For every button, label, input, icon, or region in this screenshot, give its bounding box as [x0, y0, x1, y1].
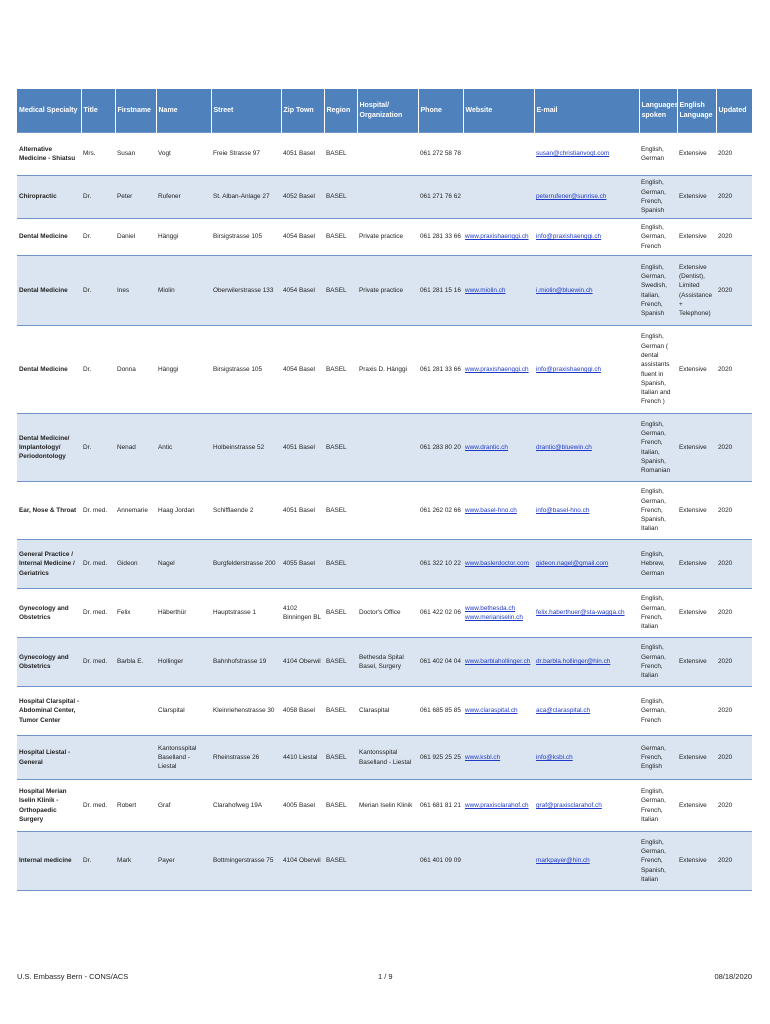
website-link[interactable]: www.drantic.ch: [465, 443, 508, 451]
cell-title: Dr.: [81, 219, 115, 256]
cell-region: BASEL: [324, 256, 357, 326]
website-link[interactable]: www.basel-hno.ch: [465, 506, 517, 514]
cell-languages: English, Hebrew, German: [639, 540, 677, 589]
cell-firstname: Daniel: [115, 219, 156, 256]
cell-email: [534, 482, 639, 540]
page-number: 1 / 9: [378, 972, 393, 981]
cell-medical-specialty: Gynecology and Obstetrics: [17, 589, 81, 638]
cell-region: BASEL: [324, 133, 357, 176]
email-link[interactable]: markpayer@hin.ch: [536, 857, 590, 865]
cell-updated: 2020: [716, 414, 752, 482]
cell-title: Dr. med.: [81, 540, 115, 589]
cell-street: Burgfelderstrasse 200: [211, 540, 281, 589]
col-header-english-level: English Language: [677, 89, 716, 133]
cell-email: [534, 638, 639, 687]
cell-phone: 061 401 09 09: [418, 832, 463, 891]
doctor-list-table: [17, 89, 753, 891]
cell-updated: 2020: [716, 133, 752, 176]
email-link[interactable]: info@praxishaenggi.ch: [536, 365, 602, 373]
website-link[interactable]: www.baslerdoctor.com: [465, 560, 529, 568]
footer-left: U.S. Embassy Bern - CONS/ACS: [17, 972, 129, 981]
table-row: [17, 256, 752, 326]
cell-street: Birsigstrasse 105: [211, 326, 281, 414]
email-link[interactable]: felix.haberthuer@sta-wagga.ch: [536, 609, 625, 617]
email-link[interactable]: i.miolin@bluewin.ch: [536, 286, 593, 294]
cell-title: Dr.: [81, 326, 115, 414]
col-header-firstname: Firstname: [115, 89, 156, 133]
cell-email: [534, 219, 639, 256]
table-row: [17, 219, 752, 256]
cell-region: BASEL: [324, 176, 357, 219]
cell-firstname: Susan: [115, 133, 156, 176]
cell-updated: 2020: [716, 589, 752, 638]
cell-zip-town: 4051 Basel: [281, 482, 324, 540]
cell-name: Haag Jordan: [156, 482, 211, 540]
table-row: [17, 832, 752, 891]
website-link[interactable]: www.praxishaenggi.ch: [465, 365, 529, 373]
cell-website: [463, 832, 534, 891]
cell-updated: 2020: [716, 176, 752, 219]
table-row: [17, 482, 752, 540]
cell-medical-specialty: Hospital Liestal - General: [17, 736, 81, 780]
cell-organization: Bethesda Spital Basel, Surgery: [357, 638, 418, 687]
website-link[interactable]: www.bethesda.ch: [465, 604, 516, 612]
cell-firstname: Gideon: [115, 540, 156, 589]
col-header-languages: Languages spoken: [639, 89, 677, 133]
cell-name: Clarspital: [156, 687, 211, 736]
cell-street: Bottmingerstrasse 75: [211, 832, 281, 891]
cell-phone: 061 281 33 66: [418, 326, 463, 414]
cell-region: BASEL: [324, 638, 357, 687]
cell-medical-specialty: Dental Medicine/ Implantology/ Periodontology: [17, 414, 81, 482]
cell-region: BASEL: [324, 414, 357, 482]
cell-medical-specialty: Dental Medicine: [17, 326, 81, 414]
cell-email: [534, 326, 639, 414]
cell-firstname: Donna: [115, 326, 156, 414]
cell-title: Dr. med.: [81, 589, 115, 638]
email-link[interactable]: aca@claraspital.ch: [536, 707, 591, 715]
cell-medical-specialty: Hospital Merian Iselin Klinik - Orthopaedic Surgery: [17, 780, 81, 832]
cell-zip-town: 4051 Basel: [281, 414, 324, 482]
cell-zip-town: 4005 Basel: [281, 780, 324, 832]
cell-languages: English, German ( dental assistants fluent in Spanish, Italian and French ): [639, 326, 677, 414]
col-header-zip-town: Zip Town: [281, 89, 324, 133]
email-link[interactable]: susan@christianvogt.com: [536, 150, 610, 158]
cell-street: Hauptstrasse 1: [211, 589, 281, 638]
cell-languages: German, French, English: [639, 736, 677, 780]
cell-name: Nagel: [156, 540, 211, 589]
cell-languages: English, German, French: [639, 219, 677, 256]
cell-phone: 061 281 33 66: [418, 219, 463, 256]
cell-updated: 2020: [716, 219, 752, 256]
cell-name: Payer: [156, 832, 211, 891]
cell-title: Dr. med.: [81, 780, 115, 832]
col-header-medical-specialty: Medical Specialty: [17, 89, 81, 133]
cell-firstname: Robert: [115, 780, 156, 832]
cell-medical-specialty: Alternative Medicine - Shiatsu: [17, 133, 81, 176]
cell-website: [463, 589, 534, 638]
table-row: [17, 589, 752, 638]
cell-name: Häberthür: [156, 589, 211, 638]
cell-title: Dr.: [81, 256, 115, 326]
cell-website: [463, 176, 534, 219]
cell-region: BASEL: [324, 687, 357, 736]
cell-title: [81, 736, 115, 780]
cell-name: Antic: [156, 414, 211, 482]
cell-name: Graf: [156, 780, 211, 832]
cell-phone: 061 272 58 78: [418, 133, 463, 176]
cell-languages: English, German, French, Italian: [639, 638, 677, 687]
cell-medical-specialty: Gynecology and Obstetrics: [17, 638, 81, 687]
col-header-website: Website: [463, 89, 534, 133]
cell-email: [534, 687, 639, 736]
cell-email: [534, 540, 639, 589]
cell-english-level: Extensive: [677, 780, 716, 832]
cell-street: Clarahofweg 19A: [211, 780, 281, 832]
cell-name: Hänggi: [156, 219, 211, 256]
cell-title: Dr.: [81, 176, 115, 219]
cell-english-level: Extensive: [677, 176, 716, 219]
cell-zip-town: 4051 Basel: [281, 133, 324, 176]
website-link[interactable]: www.praxishaenggi.ch: [465, 233, 529, 241]
cell-title: Dr. med.: [81, 482, 115, 540]
cell-title: Dr.: [81, 414, 115, 482]
cell-website: [463, 638, 534, 687]
cell-english-level: Extensive (Dentist), Limited (Assistance + Telephone): [677, 256, 716, 326]
cell-zip-town: 4052 Basel: [281, 176, 324, 219]
col-header-phone: Phone: [418, 89, 463, 133]
cell-phone: 061 283 80 20: [418, 414, 463, 482]
cell-updated: 2020: [716, 832, 752, 891]
cell-region: BASEL: [324, 540, 357, 589]
cell-phone: 061 685 85 85: [418, 687, 463, 736]
cell-phone: 061 681 81 21: [418, 780, 463, 832]
cell-english-level: [677, 687, 716, 736]
cell-website: [463, 219, 534, 256]
col-header-email: E-mail: [534, 89, 639, 133]
table-row: [17, 638, 752, 687]
cell-organization: Merian Iselin Klinik: [357, 780, 418, 832]
col-header-title: Title: [81, 89, 115, 133]
cell-english-level: Extensive: [677, 133, 716, 176]
table-header-row: [17, 89, 752, 133]
cell-firstname: Mark: [115, 832, 156, 891]
cell-title: [81, 687, 115, 736]
cell-organization: [357, 540, 418, 589]
table-row: [17, 540, 752, 589]
cell-website: [463, 540, 534, 589]
cell-region: BASEL: [324, 482, 357, 540]
cell-street: Rheinstrasse 26: [211, 736, 281, 780]
cell-email: [534, 736, 639, 780]
cell-street: Holbeinstrasse 52: [211, 414, 281, 482]
cell-title: Dr. med.: [81, 638, 115, 687]
cell-website: [463, 736, 534, 780]
cell-english-level: Extensive: [677, 326, 716, 414]
cell-english-level: Extensive: [677, 589, 716, 638]
table-row: [17, 326, 752, 414]
cell-website: [463, 326, 534, 414]
cell-organization: Kantonsspital Baselland - Liestal: [357, 736, 418, 780]
cell-name: Vogt: [156, 133, 211, 176]
cell-email: [534, 133, 639, 176]
email-link[interactable]: gideon.nagel@gmail.com: [536, 560, 609, 568]
cell-website: [463, 780, 534, 832]
cell-zip-town: 4410 Liestal: [281, 736, 324, 780]
cell-email: [534, 256, 639, 326]
cell-zip-town: 4102 Binningen BL: [281, 589, 324, 638]
cell-name: Hollinger: [156, 638, 211, 687]
footer-date: 08/18/2020: [714, 972, 752, 981]
cell-medical-specialty: Ear, Nose & Throat: [17, 482, 81, 540]
table-row: [17, 414, 752, 482]
cell-languages: English, German, French: [639, 687, 677, 736]
website-link[interactable]: www.merianiselin.ch: [465, 614, 523, 621]
cell-languages: English, German, French, Italian, Spanish, Romanian: [639, 414, 677, 482]
cell-email: [534, 589, 639, 638]
cell-region: BASEL: [324, 780, 357, 832]
cell-website: [463, 414, 534, 482]
cell-region: BASEL: [324, 589, 357, 638]
cell-phone: 061 271 76 62: [418, 176, 463, 219]
website-link[interactable]: www.claraspital.ch: [465, 707, 518, 715]
cell-street: Kleinriehenstrasse 30: [211, 687, 281, 736]
cell-medical-specialty: Hospital Clarspital - Abdominal Center, Tumor Center: [17, 687, 81, 736]
cell-title: Dr.: [81, 832, 115, 891]
cell-zip-town: 4054 Basel: [281, 326, 324, 414]
col-header-region: Region: [324, 89, 357, 133]
website-link[interactable]: www.ksbl.ch: [465, 753, 501, 761]
cell-website: [463, 482, 534, 540]
cell-name: Miolin: [156, 256, 211, 326]
cell-street: Birsigstrasse 105: [211, 219, 281, 256]
cell-firstname: [115, 687, 156, 736]
table-row: [17, 687, 752, 736]
email-link[interactable]: info@praxishaenggi.ch: [536, 233, 602, 241]
email-link[interactable]: drantic@bluewin.ch: [536, 443, 592, 451]
cell-english-level: Extensive: [677, 219, 716, 256]
email-link[interactable]: graf@praxisclarahof.ch: [536, 801, 602, 809]
cell-zip-town: 4058 Basel: [281, 687, 324, 736]
email-link[interactable]: peterrufener@sunrise.ch: [536, 193, 607, 201]
cell-languages: English, German, French, Spanish, Italian: [639, 832, 677, 891]
cell-organization: [357, 176, 418, 219]
table-row: [17, 780, 752, 832]
cell-website: [463, 687, 534, 736]
cell-medical-specialty: Dental Medicine: [17, 219, 81, 256]
email-link[interactable]: info@ksbl.ch: [536, 753, 573, 761]
cell-updated: 2020: [716, 687, 752, 736]
cell-updated: 2020: [716, 638, 752, 687]
table-row: [17, 176, 752, 219]
cell-street: Schifflaende 2: [211, 482, 281, 540]
cell-region: BASEL: [324, 736, 357, 780]
cell-firstname: Peter: [115, 176, 156, 219]
cell-languages: English, German, French, Italian: [639, 780, 677, 832]
cell-organization: [357, 482, 418, 540]
cell-zip-town: 4104 Oberwil: [281, 832, 324, 891]
cell-street: Freie Strasse 97: [211, 133, 281, 176]
cell-organization: Praxis D. Hänggi: [357, 326, 418, 414]
cell-english-level: Extensive: [677, 414, 716, 482]
cell-organization: [357, 133, 418, 176]
cell-organization: Private practice: [357, 219, 418, 256]
email-link[interactable]: info@basel-hno.ch: [536, 506, 590, 514]
cell-region: BASEL: [324, 326, 357, 414]
col-header-name: Name: [156, 89, 211, 133]
cell-updated: 2020: [716, 780, 752, 832]
cell-street: Bahnhofstrasse 19: [211, 638, 281, 687]
cell-languages: English, German, French, Italian: [639, 589, 677, 638]
cell-english-level: Extensive: [677, 832, 716, 891]
cell-name: Kantonsspital Baselland - Liestal: [156, 736, 211, 780]
cell-firstname: Annemarie: [115, 482, 156, 540]
col-header-street: Street: [211, 89, 281, 133]
col-header-updated: Updated: [716, 89, 752, 133]
cell-zip-town: 4055 Basel: [281, 540, 324, 589]
cell-email: [534, 832, 639, 891]
cell-organization: Private practice: [357, 256, 418, 326]
cell-medical-specialty: Dental Medicine: [17, 256, 81, 326]
cell-languages: English, German, French, Spanish: [639, 176, 677, 219]
cell-firstname: Barbla E.: [115, 638, 156, 687]
website-link[interactable]: www.barblahollinger.ch: [465, 658, 531, 666]
cell-updated: 2020: [716, 736, 752, 780]
cell-organization: [357, 414, 418, 482]
cell-email: [534, 780, 639, 832]
col-header-organization: Hospital/ Organization: [357, 89, 418, 133]
cell-medical-specialty: General Practice / Internal Medicine / Geriatrics: [17, 540, 81, 589]
cell-firstname: Felix: [115, 589, 156, 638]
cell-english-level: Extensive: [677, 638, 716, 687]
table-row: [17, 736, 752, 780]
cell-firstname: [115, 736, 156, 780]
cell-english-level: Extensive: [677, 482, 716, 540]
cell-zip-town: 4054 Basel: [281, 256, 324, 326]
cell-phone: 061 422 02 06: [418, 589, 463, 638]
cell-name: Rufener: [156, 176, 211, 219]
cell-region: BASEL: [324, 832, 357, 891]
cell-firstname: Ines: [115, 256, 156, 326]
cell-firstname: Nenad: [115, 414, 156, 482]
cell-phone: 061 925 25 25: [418, 736, 463, 780]
cell-email: [534, 176, 639, 219]
cell-languages: English, German: [639, 133, 677, 176]
cell-phone: 061 281 15 16: [418, 256, 463, 326]
cell-english-level: Extensive: [677, 736, 716, 780]
cell-street: Oberwilerstrasse 133: [211, 256, 281, 326]
email-link[interactable]: dr.barbla.hollinger@hin.ch: [536, 658, 611, 666]
cell-organization: [357, 832, 418, 891]
cell-phone: 061 402 04 04: [418, 638, 463, 687]
cell-medical-specialty: Internal medicine: [17, 832, 81, 891]
cell-zip-town: 4104 Oberwil: [281, 638, 324, 687]
cell-updated: 2020: [716, 256, 752, 326]
table-body: [17, 133, 752, 891]
cell-website: [463, 256, 534, 326]
cell-organization: Doctor's Office: [357, 589, 418, 638]
cell-english-level: Extensive: [677, 540, 716, 589]
cell-website: [463, 133, 534, 176]
website-link[interactable]: www.praxisclarahof.ch: [465, 801, 529, 809]
cell-medical-specialty: Chiropractic: [17, 176, 81, 219]
cell-street: St. Alban-Anlage 27: [211, 176, 281, 219]
cell-email: [534, 414, 639, 482]
cell-updated: 2020: [716, 482, 752, 540]
cell-zip-town: 4054 Basel: [281, 219, 324, 256]
table-row: [17, 133, 752, 176]
cell-updated: 2020: [716, 540, 752, 589]
cell-region: BASEL: [324, 219, 357, 256]
cell-languages: English, German, Swedish, Italian, French, Spanish: [639, 256, 677, 326]
cell-updated: 2020: [716, 326, 752, 414]
cell-phone: 061 262 02 66: [418, 482, 463, 540]
website-link[interactable]: www.miolin.ch: [465, 286, 506, 294]
cell-title: Mrs.: [81, 133, 115, 176]
cell-organization: Claraspital: [357, 687, 418, 736]
cell-name: Hänggi: [156, 326, 211, 414]
cell-phone: 061 322 10 22: [418, 540, 463, 589]
cell-languages: English, German, French, Spanish, Italian: [639, 482, 677, 540]
